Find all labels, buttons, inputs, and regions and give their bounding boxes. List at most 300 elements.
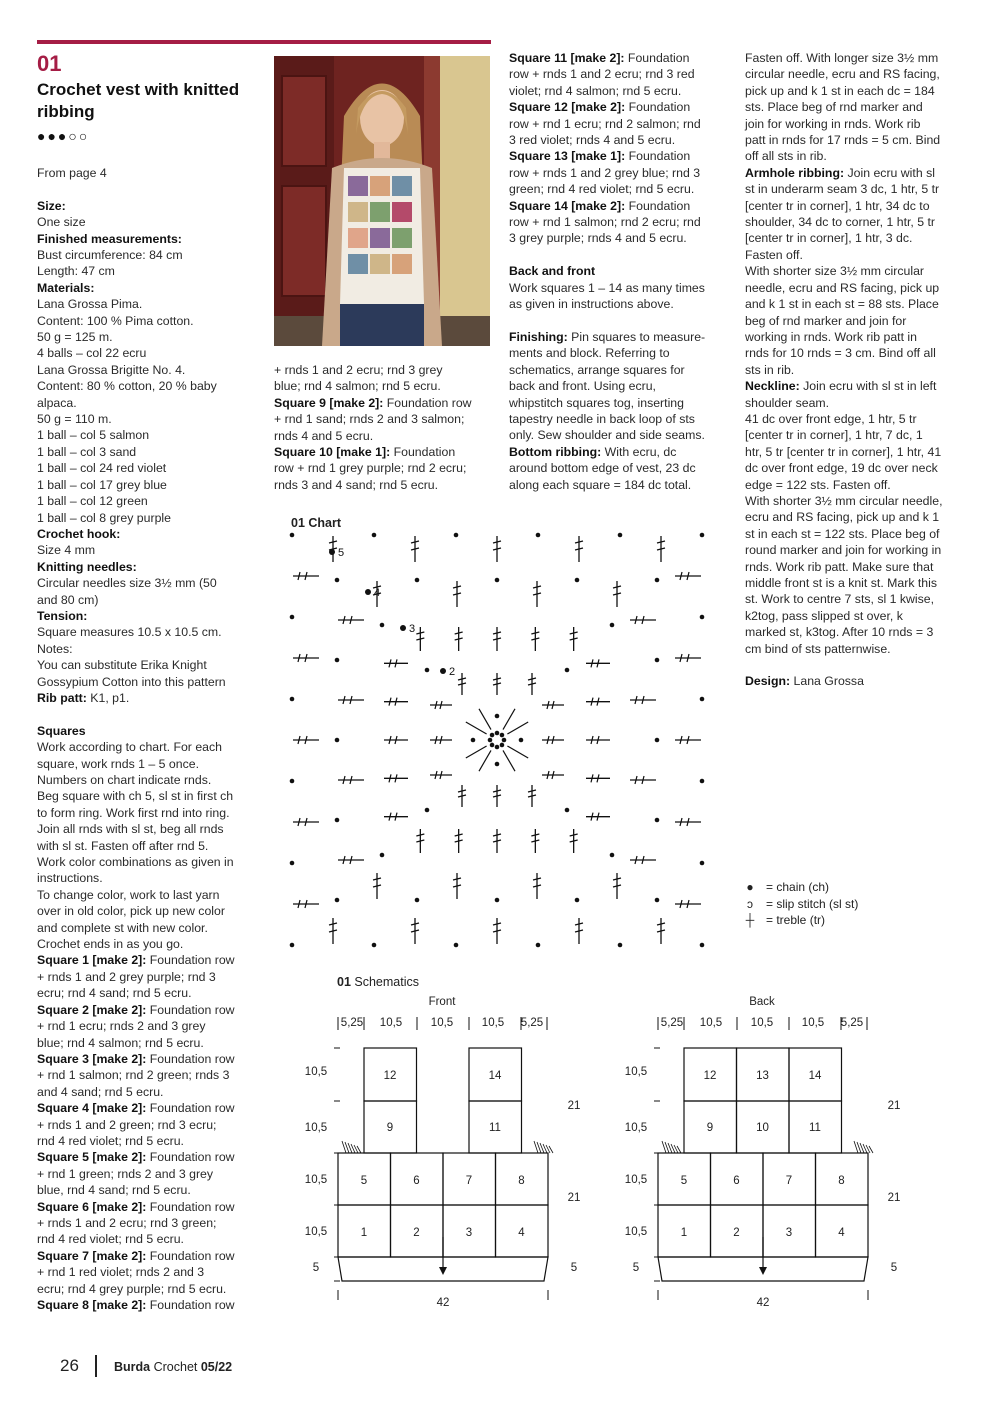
- chain-dot: [655, 818, 660, 823]
- body-text: Join all rnds with sl st, beg all rnds: [37, 822, 224, 837]
- body-text: Content: 80 % cotton, 20 % baby: [37, 379, 217, 394]
- body-text: around bottom edge of vest, 23 dc: [509, 461, 696, 476]
- text-line: [745, 591, 975, 607]
- chain-dot: [495, 578, 500, 583]
- text-line: [37, 427, 262, 443]
- chain-dot: [655, 898, 660, 903]
- chain-dot: [335, 658, 340, 663]
- text-line: [745, 148, 975, 164]
- text-line: [37, 362, 262, 378]
- body-text: With shorter size 3½ mm circular: [745, 264, 925, 279]
- text-line: [509, 66, 734, 82]
- chain-dot: [495, 714, 500, 719]
- body-text: shoulder seam.: [745, 395, 830, 410]
- heading-text: Square 6 [make 2]:: [37, 1199, 147, 1214]
- text-line: [37, 887, 262, 903]
- square-number: 8: [838, 1175, 845, 1187]
- body-text: Join ecru with sl st in left: [799, 379, 937, 394]
- text-line: [37, 526, 262, 542]
- text-line: [37, 575, 262, 591]
- heading-text: Tension:: [37, 608, 88, 623]
- heading-text: Square 11 [make 2]:: [509, 51, 625, 65]
- body-text: Lana Grossa Brigitte No. 4.: [37, 362, 186, 377]
- body-text: Pin squares to measure-: [567, 329, 706, 344]
- body-text: rnds for 10 rnds = 3 cm. Bind off all: [745, 346, 936, 361]
- chain-dot: [700, 533, 705, 538]
- body-text: Foundation: [625, 100, 691, 115]
- body-text: st in each st = 122 sts. Place beg of: [745, 526, 940, 541]
- width-dim: 10,5: [801, 1017, 825, 1029]
- heading-text: Bottom ribbing:: [509, 444, 602, 459]
- square-number: 2: [413, 1227, 420, 1239]
- text-line: [745, 493, 975, 509]
- width-dim: 5,25: [340, 1017, 364, 1029]
- chain-dot: [290, 861, 295, 866]
- treble-stem: [479, 709, 491, 730]
- chain-dot: [536, 533, 541, 538]
- body-text: whipstitch squares tog, inserting: [509, 395, 684, 410]
- text-line: [37, 690, 262, 706]
- chain-dot: [655, 658, 660, 663]
- body-text: Work according to chart. For each: [37, 740, 222, 755]
- total-width: 42: [756, 1297, 770, 1309]
- width-dim: 10,5: [481, 1017, 505, 1029]
- heading-text: Armhole ribbing:: [745, 165, 845, 180]
- body-text: Foundation: [625, 198, 691, 213]
- body-text: alpaca.: [37, 395, 77, 410]
- treble-stem: [479, 750, 491, 771]
- chain-dot: [415, 578, 420, 583]
- text-line: [37, 838, 262, 854]
- body-text: 1 ball – col 5 salmon: [37, 428, 150, 443]
- pattern-number: 01: [37, 51, 62, 76]
- chain-dot: [536, 943, 541, 948]
- text-line: [37, 657, 262, 673]
- text-line: [37, 542, 262, 558]
- body-text: ecru; rnd 4 sand; rnd 5 ecru.: [37, 986, 192, 1001]
- chain-dot: [415, 898, 420, 903]
- text-line: [274, 395, 499, 411]
- heading-text: Finishing:: [509, 329, 568, 344]
- square-number: 3: [465, 1227, 473, 1239]
- text-line: [509, 132, 734, 148]
- heading-text: Square 9 [make 2]:: [274, 395, 384, 410]
- chain-dot: [500, 733, 505, 738]
- square-number: 14: [488, 1070, 502, 1082]
- text-line: [745, 116, 975, 132]
- text-line: [745, 559, 975, 575]
- legend-item: [744, 912, 858, 929]
- body-text: and 4 sand; rnd 5 ecru.: [37, 1084, 164, 1099]
- round-label: 3: [409, 623, 416, 635]
- body-text: Size 4 mm: [37, 543, 96, 558]
- body-text: ments and block. Referring to: [509, 346, 670, 361]
- body-text: K1, p1.: [86, 690, 130, 705]
- body-text: Lana Grossa Pima.: [37, 297, 143, 312]
- chain-dot: [700, 943, 705, 948]
- chart-title: 01 Chart: [291, 516, 342, 530]
- heading-text: Square 13 [make 1]:: [509, 149, 626, 164]
- body-text: 1 ball – col 8 grey purple: [37, 510, 171, 525]
- text-line: [37, 1018, 262, 1034]
- chain-dot: [471, 738, 476, 743]
- text-line: [509, 165, 734, 181]
- crochet-chart: [284, 532, 724, 958]
- text-line: [745, 198, 975, 214]
- text-line: [37, 1231, 262, 1247]
- chain-dot: [610, 623, 615, 628]
- body-text: rnds. Work rib patt. Make sure that: [745, 559, 934, 574]
- body-text: blue; rnd 4 salmon; rnd 5 ecru.: [274, 379, 441, 394]
- chain-dot: [425, 668, 430, 673]
- text-line: [37, 313, 262, 329]
- text-line: [509, 345, 734, 361]
- chain-dot: [575, 898, 580, 903]
- legend-symbol: ┼: [745, 913, 755, 927]
- chain-dot: [290, 697, 295, 702]
- body-text: + rnd 1 red violet; rnds 2 and 3: [37, 1265, 205, 1280]
- text-line: [274, 362, 499, 378]
- blank-line: [37, 181, 262, 197]
- text-line: [37, 1051, 262, 1067]
- body-text: 4 balls – col 22 ecru: [37, 346, 147, 361]
- body-text: 1 ball – col 12 green: [37, 494, 148, 509]
- body-text: off all sts in rib.: [745, 149, 827, 164]
- text-line: [745, 362, 975, 378]
- square-number: 12: [383, 1070, 397, 1082]
- text-line: [37, 1248, 262, 1264]
- text-line: [37, 165, 262, 181]
- chain-dot: [290, 943, 295, 948]
- body-text: To change color, work to last yarn: [37, 887, 220, 902]
- body-text: Join ecru with sl: [844, 165, 935, 180]
- heading-text: Design:: [745, 674, 791, 689]
- heading-text: Square 2 [make 2]:: [37, 1002, 147, 1017]
- text-line: [37, 214, 262, 230]
- square-number: 1: [680, 1227, 688, 1239]
- text-line: [37, 969, 262, 985]
- text-line: [745, 411, 975, 427]
- text-line: [37, 1264, 262, 1280]
- text-line: [37, 231, 262, 247]
- pattern-title: Crochet vest with knitted ribbing: [37, 80, 240, 121]
- text-line: [37, 1199, 262, 1215]
- body-text: Circular needles size 3½ mm (50: [37, 576, 217, 591]
- square-number: 9: [706, 1122, 714, 1134]
- legend-symbol: ↄ: [747, 896, 753, 911]
- chain-dot: [380, 623, 385, 628]
- text-line: [745, 132, 975, 148]
- height-dim: 21: [567, 1100, 581, 1112]
- body-text: + rnds 1 and 2 ecru; rnd 3 green;: [37, 1215, 217, 1230]
- chain-dot: [519, 738, 524, 743]
- square-number: 1: [360, 1227, 368, 1239]
- chart-legend: [744, 879, 858, 929]
- body-text: One size: [37, 215, 86, 230]
- text-line: [509, 427, 734, 443]
- text-line: [37, 1281, 262, 1297]
- text-line: [509, 116, 734, 132]
- text-line: [274, 378, 499, 394]
- panel-label: Back: [749, 996, 775, 1008]
- heading-text: Rib patt:: [37, 690, 87, 705]
- body-text: marked st, k3tog. After 10 rnds = 3: [745, 625, 934, 640]
- height-dim: 10,5: [624, 1226, 648, 1238]
- text-line: [509, 362, 734, 378]
- chain-dot: [335, 898, 340, 903]
- column-ribbing: [745, 50, 975, 690]
- body-text: [center tr in corner], 1 htr, 7 dc, 1: [745, 428, 923, 443]
- text-line: [274, 460, 499, 476]
- text-line: [745, 214, 975, 230]
- square-number: 12: [703, 1070, 717, 1082]
- height-dim: 10,5: [304, 1066, 328, 1078]
- square-number: 5: [680, 1175, 688, 1187]
- text-line: [509, 230, 734, 246]
- round-3: [380, 623, 615, 858]
- text-line: [509, 460, 734, 476]
- round-1: [466, 709, 528, 771]
- text-line: [37, 1149, 262, 1165]
- height-dim: 10,5: [304, 1122, 328, 1134]
- heading-text: Square 14 [make 2]:: [509, 198, 626, 213]
- body-text: 1 ball – col 3 sand: [37, 444, 137, 459]
- height-dim: 10,5: [624, 1122, 648, 1134]
- body-text: 3 grey purple; rnds 4 and 5 ecru.: [509, 231, 687, 246]
- square-number: 3: [785, 1227, 793, 1239]
- body-text: only. Sew shoulder and side seams.: [509, 428, 705, 443]
- chain-dot: [565, 668, 570, 673]
- text-line: [37, 345, 262, 361]
- width-dim: 5,25: [840, 1017, 864, 1029]
- text-line: [509, 50, 734, 66]
- text-line: [745, 313, 975, 329]
- slip-stitch-dot: [329, 549, 335, 555]
- text-line: [745, 99, 975, 115]
- heading-text: Knitting needles:: [37, 559, 137, 574]
- text-line: [745, 395, 975, 411]
- body-text: htr, 5 tr [center tr in corner], 1 htr, 41: [745, 444, 942, 459]
- body-text: middle front st is a knit st. Mark this: [745, 576, 938, 590]
- legend-label: = slip stitch (sl st): [766, 896, 859, 911]
- arrow-head: [439, 1267, 447, 1275]
- text-line: [37, 477, 262, 493]
- treble-stem: [507, 722, 528, 734]
- body-text: cm bind of sts patternwise.: [745, 641, 891, 656]
- text-line: [37, 395, 262, 411]
- heading-text: Square 10 [make 1]:: [274, 445, 391, 460]
- text-line: [37, 280, 262, 296]
- body-text: needle, ecru and RS facing, pick up: [745, 280, 940, 295]
- body-text: over in old color, pick up new color: [37, 904, 225, 919]
- text-line: [509, 99, 734, 115]
- text-line: [37, 1297, 262, 1313]
- heading-text: Square 4 [make 2]:: [37, 1101, 147, 1116]
- chain-dot: [335, 818, 340, 823]
- arrow-head: [759, 1267, 767, 1275]
- text-line: [37, 870, 262, 886]
- panel-label: Front: [428, 996, 456, 1008]
- body-text: instructions.: [37, 871, 103, 886]
- body-text: row + rnd 1 salmon; rnd 2 ecru; rnd: [509, 215, 701, 230]
- chain-dot: [380, 853, 385, 858]
- body-text: Square measures 10.5 x 10.5 cm.: [37, 625, 222, 640]
- heading-text: Finished measurements:: [37, 231, 182, 246]
- body-text: blue, rnd 4 sand; rnd 5 ecru.: [37, 1183, 191, 1198]
- text-line: [509, 378, 734, 394]
- body-text: rnds 3 and 4 sand; rnd 5 ecru.: [274, 477, 439, 492]
- text-line: [37, 378, 262, 394]
- body-text: as given in instructions above.: [509, 297, 674, 312]
- text-line: [745, 50, 975, 66]
- heading-text: Square 5 [make 2]:: [37, 1150, 147, 1165]
- body-text: row + rnd 1 ecru; rnd 2 salmon; rnd: [509, 116, 701, 131]
- body-text: back and front. Using ecru,: [509, 379, 656, 394]
- square-number: 7: [785, 1175, 793, 1187]
- height-dim: 5: [312, 1262, 320, 1274]
- text-line: [745, 263, 975, 279]
- body-text: circular needle, ecru and RS facing,: [745, 67, 940, 82]
- blank-line: [509, 247, 734, 263]
- body-text: sts in rib.: [745, 362, 795, 377]
- legend-label: = treble (tr): [766, 913, 826, 927]
- chain-dot: [700, 861, 705, 866]
- width-dim: 10,5: [750, 1017, 774, 1029]
- text-line: [37, 1035, 262, 1051]
- height-dim: 5: [570, 1262, 578, 1274]
- body-text: k2tog, pass slipped st over, k: [745, 608, 903, 623]
- text-line: [509, 148, 734, 164]
- body-text: pick up and k 1 st in each dc = 184: [745, 83, 935, 98]
- body-text: rnd 4 red violet; rnd 5 ecru.: [37, 1133, 184, 1148]
- body-text: st. Work to centre 7 sts, sl 1 kwise,: [745, 592, 935, 607]
- round-label: 2: [449, 666, 456, 678]
- text-line: [745, 181, 975, 197]
- legend-symbol: ●: [746, 880, 754, 894]
- text-line: [745, 542, 975, 558]
- text-line: [37, 296, 262, 312]
- body-text: Gossypium Cotton into this pattern: [37, 674, 226, 689]
- height-dim: 10,5: [624, 1174, 648, 1186]
- body-text: Foundation: [625, 149, 691, 164]
- text-line: [745, 460, 975, 476]
- body-text: Foundation: [624, 51, 690, 65]
- text-line: [509, 181, 734, 197]
- text-line: [37, 460, 262, 476]
- text-line: [745, 83, 975, 99]
- chain-dot: [490, 743, 495, 748]
- chain-dot: [335, 578, 340, 583]
- body-text: Numbers on chart indicate rnds.: [37, 773, 212, 787]
- text-line: [37, 1002, 262, 1018]
- text-line: [274, 428, 499, 444]
- body-text: ecru and RS facing, pick up and k 1: [745, 510, 940, 525]
- treble-stem: [507, 746, 528, 758]
- text-line: [509, 214, 734, 230]
- heading-text: Square 1 [make 2]:: [37, 953, 147, 968]
- body-text: Foundation row: [146, 1051, 235, 1066]
- body-text: Fasten off. With longer size 3½ mm: [745, 51, 939, 65]
- round-5: [290, 533, 705, 948]
- body-text: [center tr in corner], 1 htr, 3 dc.: [745, 231, 913, 246]
- body-text: Foundation row: [146, 953, 235, 968]
- height-dim: 10,5: [304, 1174, 328, 1186]
- treble-stem: [466, 722, 487, 734]
- chain-dot: [290, 533, 295, 538]
- text-line: [37, 920, 262, 936]
- text-line: [37, 821, 262, 837]
- text-line: [274, 477, 499, 493]
- heading-text: Square 12 [make 2]:: [509, 100, 626, 115]
- text-line: [37, 444, 262, 460]
- text-line: [745, 624, 975, 640]
- text-line: [37, 1100, 262, 1116]
- text-line: [509, 83, 734, 99]
- text-line: [509, 444, 734, 460]
- text-line: [37, 723, 262, 739]
- width-dim: 5,25: [520, 1017, 544, 1029]
- body-text: rnds 4 and 5 ecru.: [274, 428, 374, 443]
- body-text: 1 ball – col 24 red violet: [37, 461, 167, 476]
- body-text: From page 4: [37, 166, 107, 180]
- body-text: 3 red violet; rnds 4 and 5 ecru.: [509, 133, 676, 148]
- body-text: Lana Grossa: [790, 674, 864, 689]
- body-text: Foundation row: [146, 1002, 235, 1017]
- body-text: + rnd 1 green; rnds 2 and 3 grey: [37, 1166, 214, 1181]
- text-line: [37, 854, 262, 870]
- heading-text: Squares: [37, 723, 86, 738]
- text-line: [745, 608, 975, 624]
- body-text: + rnds 1 and 2 ecru; rnd 3 grey: [274, 363, 443, 377]
- chain-dot: [335, 738, 340, 743]
- heading-text: Square 7 [make 2]:: [37, 1248, 147, 1263]
- text-line: [37, 247, 262, 263]
- text-line: [745, 526, 975, 542]
- body-text: shoulder, 34 dc to corner, 1 htr, 5 tr: [745, 215, 936, 230]
- chain-dot: [490, 733, 495, 738]
- text-line: [37, 559, 262, 575]
- square-number: 9: [386, 1122, 394, 1134]
- body-text: + rnds 1 and 2 grey purple; rnd 3: [37, 969, 216, 984]
- square-number: 4: [518, 1227, 525, 1239]
- square-number: 14: [808, 1070, 822, 1082]
- body-text: Foundation row: [146, 1101, 235, 1116]
- body-text: row + rnds 1 and 2 ecru; rnd 3 red: [509, 67, 695, 82]
- body-text: + rnd 1 sand; rnds 2 and 3 salmon;: [274, 412, 465, 427]
- total-width: 42: [436, 1297, 450, 1309]
- slip-stitch-dot: [440, 668, 446, 674]
- body-text: Work squares 1 – 14 as many times: [509, 280, 705, 295]
- text-line: [509, 395, 734, 411]
- text-line: [745, 66, 975, 82]
- text-line: [745, 673, 975, 689]
- body-text: Crochet ends in as you go.: [37, 937, 184, 952]
- text-line: [37, 329, 262, 345]
- body-text: With shorter 3½ mm circular needle,: [745, 493, 943, 508]
- body-text: row + rnd 1 grey purple; rnd 2 ecru;: [274, 461, 467, 476]
- body-text: Foundation row: [146, 1199, 235, 1214]
- body-text: 50 g = 110 m.: [37, 412, 112, 427]
- chain-dot: [495, 762, 500, 767]
- body-text: 50 g = 125 m.: [37, 330, 113, 345]
- body-text: green; rnd 4 red violet; rnd 5 ecru.: [509, 182, 695, 197]
- text-line: [745, 296, 975, 312]
- text-line: [745, 247, 975, 263]
- heading-text: Back and front: [509, 264, 596, 279]
- body-text: Bust circumference: 84 cm: [37, 248, 183, 263]
- body-text: [center tr in corner], 1 htr, 34 dc to: [745, 198, 930, 213]
- column-squares-continued: [274, 362, 499, 493]
